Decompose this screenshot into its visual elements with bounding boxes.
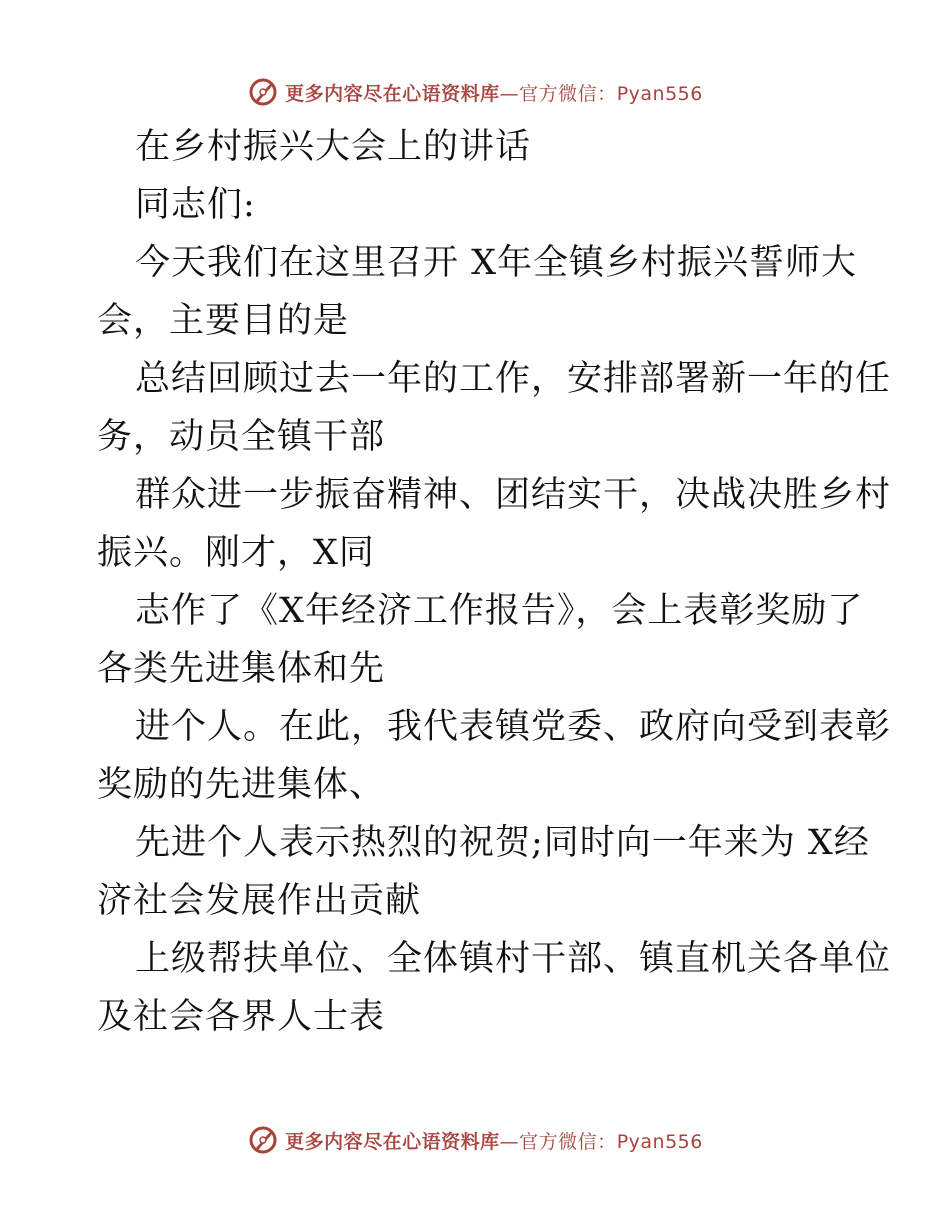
watermark-text bbox=[285, 1127, 703, 1154]
body-text-line: 及社会各界人士表 bbox=[97, 997, 386, 1037]
document-title-line: 在乡村振兴大会上的讲话 bbox=[135, 127, 532, 167]
watermark-text bbox=[285, 79, 703, 106]
watermark-wechat-id: Pyan556 bbox=[616, 82, 703, 105]
quill-logo-icon bbox=[247, 76, 279, 108]
watermark-wechat-id: Pyan556 bbox=[616, 1130, 703, 1153]
document-body bbox=[97, 118, 892, 1046]
watermark-main-text: 更多内容尽在心语资料库 bbox=[285, 1130, 500, 1153]
quill-logo-icon bbox=[247, 1124, 279, 1156]
body-text-line: 总结回顾过去一年的工作，安排部署新一年的任 bbox=[135, 359, 892, 399]
body-text-line: 奖励的先进集体、 bbox=[97, 765, 386, 805]
body-text-line: 振兴。刚才，X同 bbox=[97, 533, 375, 573]
watermark-wechat-label: 官方微信： bbox=[519, 82, 617, 105]
body-text-line: 务，动员全镇干部 bbox=[97, 417, 386, 457]
body-text-line: 济社会发展作出贡献 bbox=[97, 881, 422, 921]
body-text-line: 上级帮扶单位、全体镇村干部、镇直机关各单位 bbox=[135, 939, 892, 979]
body-text-line: 群众进一步振奋精神、团结实干，决战决胜乡村 bbox=[135, 475, 892, 515]
watermark-dash: — bbox=[499, 82, 520, 105]
footer-watermark bbox=[0, 1120, 950, 1160]
watermark-main-text: 更多内容尽在心语资料库 bbox=[285, 82, 500, 105]
body-text-line: 各类先进集体和先 bbox=[97, 649, 386, 689]
watermark-wechat-label: 官方微信： bbox=[519, 1130, 617, 1153]
body-text-line: 今天我们在这里召开 X年全镇乡村振兴誓师大 bbox=[135, 243, 858, 283]
body-text-line: 进个人。在此，我代表镇党委、政府向受到表彰 bbox=[135, 707, 892, 747]
body-text-line: 同志们: bbox=[135, 185, 256, 225]
watermark-dash: — bbox=[499, 1130, 520, 1153]
body-text-line: 会，主要目的是 bbox=[97, 301, 350, 341]
body-text-line: 先进个人表示热烈的祝贺;同时向一年来为 X经 bbox=[135, 823, 870, 863]
body-text-line: 志作了《X年经济工作报告》，会上表彰奖励了 bbox=[135, 591, 864, 631]
header-watermark bbox=[0, 72, 950, 112]
